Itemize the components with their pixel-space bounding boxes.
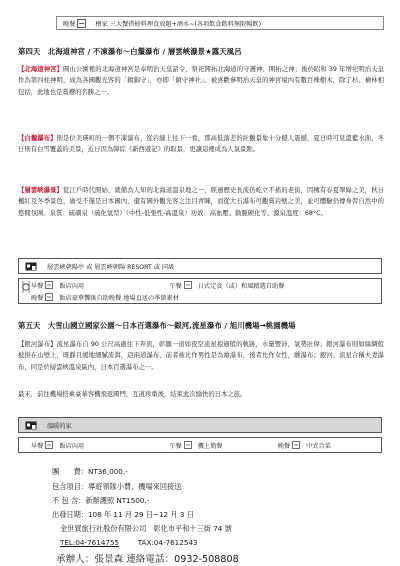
- sounkyo-body: 從江戶時代開始，就備為人知的北海道溫泉地之一，經過歷史長流仍屹立不搖的老街，因擁有春夏翠綠之美，秋日楓紅及冬季景色，廣受不僅是日本國內，還有國外觀光客之注目青睞，而從大石瀑布可觀賞岩壁之美，並可體驗仍傳身習自然中的悠閒氛圍。泉質：硫磺泉（硫化氫型）（中性-低張性-高溫泉）功效：高血壓、動脈硬化等。源泉溫度：68°C。: [18, 187, 384, 217]
- breakfast-label: 早餐: [31, 282, 44, 290]
- day5-hotel-name: 溫暖的家: [47, 422, 72, 430]
- dinner-value: 中式合菜: [306, 442, 331, 450]
- day4-hotel-name: 層雲峽朝陽亭 或 層雲峽朝陽 RESORT 或 同級: [47, 263, 175, 271]
- day5-meal-box: [18, 417, 382, 457]
- meal-icon: [184, 281, 194, 290]
- lunch-value: 日式定食（或）和風精選自助餐: [197, 282, 285, 290]
- day4-meals-block: [18, 278, 382, 304]
- meal-icon: [292, 441, 302, 450]
- meal-icon: [45, 281, 55, 290]
- day4-paragraph-shirahige: [18, 133, 384, 156]
- meal-icon: [45, 293, 55, 302]
- shirahige-heading: 【白鬚瀑布】: [18, 135, 57, 142]
- dinner-value: 飯店豪華饗匯自助晚餐 地場直送の季節素材: [59, 294, 179, 302]
- day4-paragraph-shrine: [18, 64, 384, 98]
- dinner-label: 晚餐: [277, 442, 291, 450]
- meal-icon: [45, 441, 55, 450]
- dinner-label: 晚餐: [31, 294, 44, 302]
- day4-hotel-row: [18, 258, 382, 274]
- company-info: 金世貿旅行社股份有限公司 彰化市平和十三街 74 號: [60, 524, 232, 533]
- breakfast-value: 飯店內用: [59, 282, 85, 290]
- included-items: 包含項目：導遊領隊小費、機場來回接送: [52, 482, 182, 491]
- shrine-body: 圓山公園裡的北海道神宮是奉明治天皇詔令，祭祀開拓北海道的守護神、開拓之神；後於昭和 39 年增祀明治天皇作為第四柱神明，成為各國觀光客的「鎮錦守」，亦即「鎮守神社」。被喜歡參明治天皇的神宮境內有數百株樹木，除了杉、檜林相包括，此地也是賞櫻的名勝之一。: [18, 66, 384, 96]
- dinner-value: 檜家 三大蟹搭螃料理食放題+酒水~(各項飲食飲料無限暢飲): [95, 20, 262, 28]
- contact-numbers: [60, 538, 198, 547]
- lunch-value: 機上簡餐: [197, 442, 223, 450]
- shrine-heading: 【北海道神宮】: [18, 66, 64, 73]
- tour-fee: 團 費：NT36,000.-: [52, 467, 128, 476]
- day5-meals-row: [19, 438, 381, 452]
- day3-meal-box: [56, 16, 384, 30]
- day5-paragraph-return: 最末，前往機場搭乘豪華客機飛返國門，互道珍重後，結束此次愉快的日本之旅。: [18, 391, 247, 398]
- dinner-label: 晚餐: [63, 20, 76, 28]
- day4-paragraph-sounkyo: [18, 185, 384, 219]
- day4-breakfast-lunch-row: [19, 279, 381, 291]
- excluded-items: 不 包 含：新辦護照 NT1500.-: [52, 496, 150, 505]
- meal-icon: [184, 441, 194, 450]
- day5-title: 第五天 大雪山國立國家公園～日本百選瀑布～銀河,流星瀑布 / 旭川機場→桃園機場: [18, 321, 296, 330]
- day5-paragraph-falls: 【銀河瀑布】流星瀑布自 90 公尺高處往下奔流，彰顯一道如夜空流星掠過般的軌跡，水量豐沛，氣勢壯偉；銀河瀑布則如絲綢般披掛在山壁上，既靜且緩地細膩流瀉，這兩道瀑布，前者被比作男性是為雄瀑布，後者比作女性，雌瀑布；銀河、流星合稱夫妻瀑布，同是於層雲峽溫泉區內，日本百選瀑布之一。: [18, 341, 384, 371]
- fax: TAX:04-7612543: [137, 538, 198, 547]
- departure-date: 出發日期：108 年 11 月 29 日~12 月 3 日: [52, 510, 194, 519]
- contact-person: 承辦人：張景森 連絡電話：0932-508808: [56, 554, 239, 565]
- telephone: TEL:04-7614755: [60, 538, 120, 547]
- sounkyo-heading: 【層雲峽瀑景】: [18, 187, 63, 194]
- day4-meal-box: [18, 258, 382, 302]
- day4-dinner-row: [19, 291, 381, 303]
- meal-icon: [77, 19, 91, 28]
- shirahige-body: 則是位美瑛町的一個不凍瀑布，從岩縫上往下一看，那高低落差的壯觀景象十分撼人震撼，夏日時可見溫藍水面，冬日則有白雪覆蓋的美景，近日因為韓綜《新西遊記》的取景，更讓這裡成為人氣景點。: [18, 135, 384, 154]
- breakfast-value: 飯店內用: [59, 442, 85, 450]
- day5-hotel-row: [18, 417, 382, 433]
- day3-dinner-row: [57, 17, 383, 29]
- day5-meals-block: [18, 437, 382, 453]
- breakfast-label: 早餐: [31, 442, 44, 450]
- plate-icon: [22, 280, 30, 294]
- hotel-icon: [25, 421, 39, 430]
- lunch-label: 午餐: [169, 442, 182, 450]
- hotel-icon: [25, 262, 39, 271]
- day4-title: 第四天 北海道神宮 / 不凍瀑布～白鬚瀑布 / 層雲峽瀑景★露天風呂: [18, 47, 242, 56]
- lunch-label: 午餐: [169, 282, 182, 290]
